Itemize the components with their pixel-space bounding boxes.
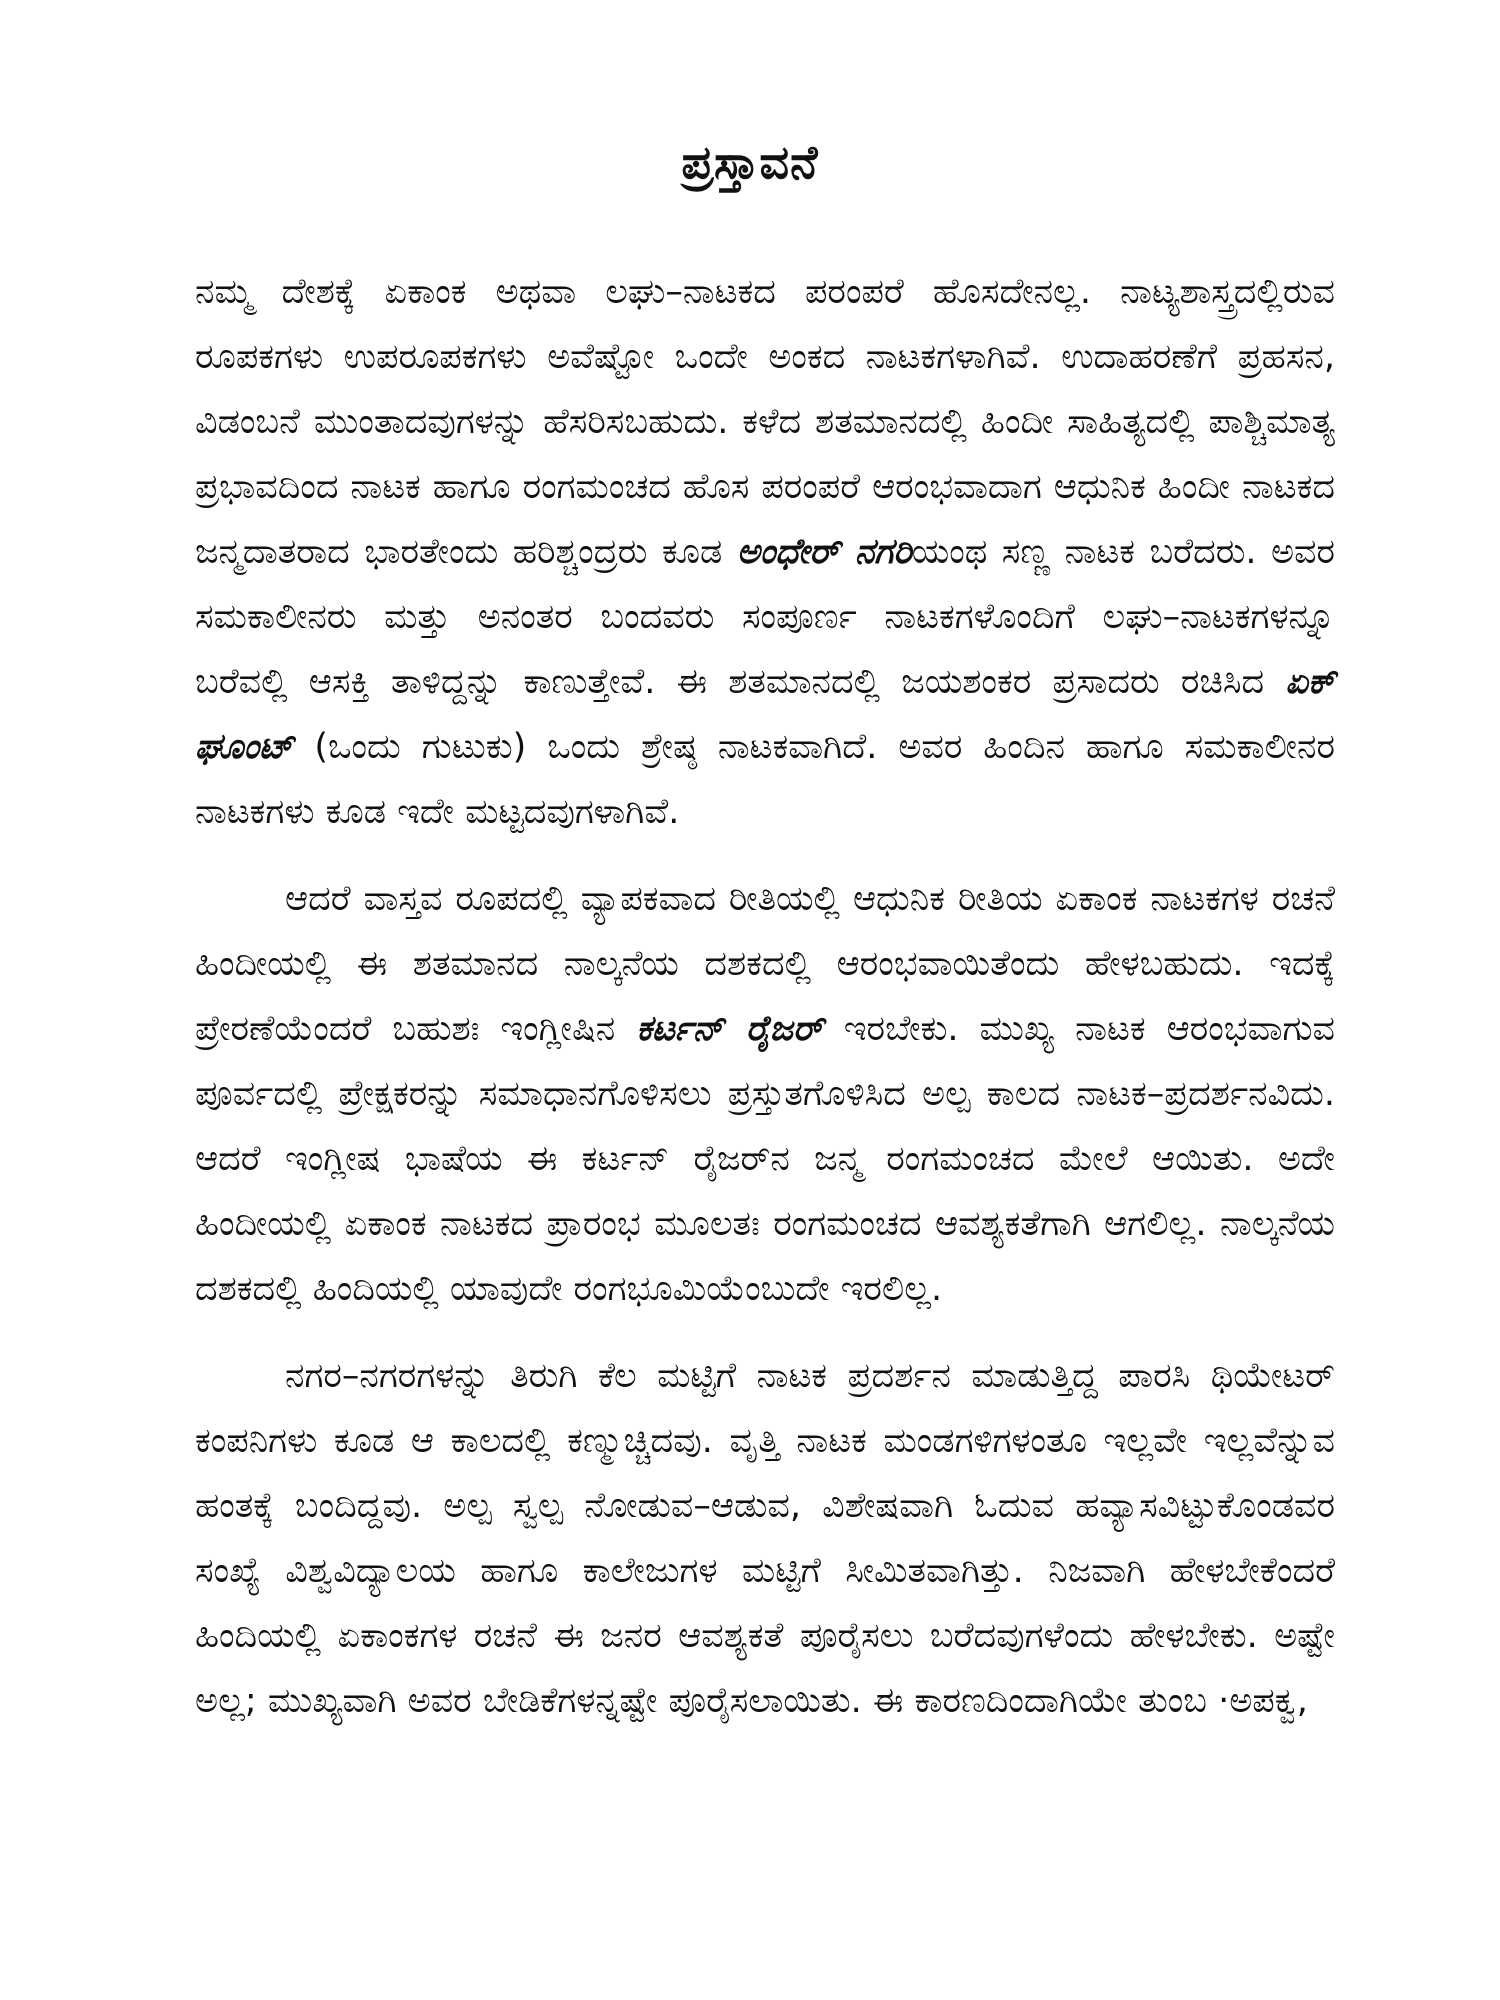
paragraph-2	[195, 867, 1335, 1322]
paragraph-1	[195, 260, 1335, 845]
paragraph-1-text-b: ಯಂಥ ಸಣ್ಣ ನಾಟಕ ಬರೆದರು. ಅವರ ಸಮಕಾಲೀನರು ಮತ್ತು ಅನಂತರ ಬಂದವರು ಸಂಪೂರ್ಣ ನಾಟಕಗಳೊಂದಿಗೆ ಲಘು–ನಾಟಕಗಳನ್ನೂ ಬರೆವಲ್ಲಿ ಆಸಕ್ತಿ ತಾಳಿದ್ದನ್ನು ಕಾಣುತ್ತೇವೆ. ಈ ಶತಮಾನದಲ್ಲಿ ಜಯಶಂಕರ ಪ್ರಸಾದರು ರಚಿಸಿದ	[195, 532, 1336, 702]
paragraph-1-text-c: (ಒಂದು ಗುಟುಕು) ಒಂದು ಶ್ರೇಷ್ಠ ನಾಟಕವಾಗಿದೆ. ಅವರ ಹಿಂದಿನ ಹಾಗೂ ಸಮಕಾಲೀನರ ನಾಟಕಗಳು ಕೂಡ ಇದೇ ಮಟ್ಟದವುಗಳಾಗಿವೆ.	[195, 727, 1335, 832]
paragraph-1-text-a: ನಮ್ಮ ದೇಶಕ್ಕೆ ಏಕಾಂಕ ಅಥವಾ ಲಘು–ನಾಟಕದ ಪರಂಪರೆ ಹೊಸದೇನಲ್ಲ. ನಾಟ್ಯಶಾಸ್ತ್ರದಲ್ಲಿರುವ ರೂಪಕಗಳು ಉಪರೂಪಕಗಳು ಅವೆಷ್ಟೋ ಒಂದೇ ಅಂಕದ ನಾಟಕಗಳಾಗಿವೆ. ಉದಾಹರಣೆಗೆ ಪ್ರಹಸನ, ವಿಡಂಬನೆ ಮುಂತಾದವುಗಳನ್ನು ಹೆಸರಿಸಬಹುದು. ಕಳೆದ ಶತಮಾನದಲ್ಲಿ ಹಿಂದೀ ಸಾಹಿತ್ಯದಲ್ಲಿ ಪಾಶ್ಚಿಮಾತ್ಯ ಪ್ರಭಾವದಿಂದ ನಾಟಕ ಹಾಗೂ ರಂಗಮಂಚದ ಹೊಸ ಪರಂಪರೆ ಆರಂಭವಾದಾಗ ಆಧುನಿಕ ಹಿಂದೀ ನಾಟಕದ ಜನ್ಮದಾತರಾದ ಭಾರತೇಂದು ಹರಿಶ್ಚಂದ್ರರು ಕೂಡ	[195, 272, 1335, 572]
page-title: ಪ್ರಸ್ತಾವನೆ	[681, 135, 819, 189]
play-title-ek-ghoont: ಏಕ್ ಘೂಂಟ್	[195, 662, 1335, 767]
paragraph-2-text-b: ಇರಬೇಕು. ಮುಖ್ಯ ನಾಟಕ ಆರಂಭವಾಗುವ ಪೂರ್ವದಲ್ಲಿ ಪ್ರೇಕ್ಷಕರನ್ನು ಸಮಾಧಾನಗೊಳಿಸಲು ಪ್ರಸ್ತುತಗೊಳಿಸಿದ ಅಲ್ಪ ಕಾಲದ ನಾಟಕ–ಪ್ರದರ್ಶನವಿದು. ಆದರೆ ಇಂಗ್ಲೀಷ ಭಾಷೆಯ ಈ ಕರ್ಟನ್ ರೈಜರ್‌ನ ಜನ್ಮ ರಂಗಮಂಚದ ಮೇಲೆ ಆಯಿತು. ಅದೇ ಹಿಂದೀಯಲ್ಲಿ ಏಕಾಂಕ ನಾಟಕದ ಪ್ರಾರಂಭ ಮೂಲತಃ ರಂಗಮಂಚದ ಆವಶ್ಯಕತೆಗಾಗಿ ಆಗಲಿಲ್ಲ. ನಾಲ್ಕನೆಯ ದಶಕದಲ್ಲಿ ಹಿಂದಿಯಲ್ಲಿ ಯಾವುದೇ ರಂಗಭೂಮಿಯೆಂಬುದೇ ಇರಲಿಲ್ಲ.	[195, 1009, 1335, 1309]
term-curtain-raiser: ಕರ್ಟನ್ ರೈಜರ್	[636, 1009, 823, 1049]
document-body	[195, 260, 1335, 1756]
play-title-andher-nagari: ಅಂಧೇರ್ ನಗರಿ	[736, 532, 912, 572]
paragraph-2-text-a: ಆದರೆ ವಾಸ್ತವ ರೂಪದಲ್ಲಿ ವ್ಯಾಪಕವಾದ ರೀತಿಯಲ್ಲಿ ಆಧುನಿಕ ರೀತಿಯ ಏಕಾಂಕ ನಾಟಕಗಳ ರಚನೆ ಹಿಂದೀಯಲ್ಲಿ ಈ ಶತಮಾನದ ನಾಲ್ಕನೆಯ ದಶಕದಲ್ಲಿ ಆರಂಭವಾಯಿತೆಂದು ಹೇಳಬಹುದು. ಇದಕ್ಕೆ ಪ್ರೇರಣೆಯೆಂದರೆ ಬಹುಶಃ ಇಂಗ್ಲೀಷಿನ	[195, 879, 1335, 1049]
paragraph-3-text-a: ನಗರ–ನಗರಗಳನ್ನು ತಿರುಗಿ ಕೆಲ ಮಟ್ಟಿಗೆ ನಾಟಕ ಪ್ರದರ್ಶನ ಮಾಡುತ್ತಿದ್ದ ಪಾರಸಿ ಥಿಯೇಟರ್ ಕಂಪನಿಗಳು ಕೂಡ ಆ ಕಾಲದಲ್ಲಿ ಕಣ್ಮುಚ್ಚಿದವು. ವೃತ್ತಿ ನಾಟಕ ಮಂಡಗಳಿಗಳಂತೂ ಇಲ್ಲವೇ ಇಲ್ಲವೆನ್ನುವ ಹಂತಕ್ಕೆ ಬಂದಿದ್ದವು. ಅಲ್ಪ ಸ್ವಲ್ಪ ನೋಡುವ–ಆಡುವ, ವಿಶೇಷವಾಗಿ ಓದುವ ಹವ್ಯಾಸವಿಟ್ಟುಕೊಂಡವರ ಸಂಖ್ಯೆ ವಿಶ್ವವಿದ್ಯಾಲಯ ಹಾಗೂ ಕಾಲೇಜುಗಳ ಮಟ್ಟಿಗೆ ಸೀಮಿತವಾಗಿತ್ತು. ನಿಜವಾಗಿ ಹೇಳಬೇಕೆಂದರೆ ಹಿಂದಿಯಲ್ಲಿ ಏಕಾಂಕಗಳ ರಚನೆ ಈ ಜನರ ಆವಶ್ಯಕತೆ ಪೂರೈಸಲು ಬರೆದವುಗಳೆಂದು ಹೇಳಬೇಕು. ಅಷ್ಟೇ ಅಲ್ಲ; ಮುಖ್ಯವಾಗಿ ಅವರ ಬೇಡಿಕೆಗಳನ್ನಷ್ಟೇ ಪೂರೈಸಲಾಯಿತು. ಈ ಕಾರಣದಿಂದಾಗಿಯೇ ತುಂಬ ·ಅಪಕ್ವ,	[195, 1356, 1335, 1721]
paragraph-3	[195, 1344, 1335, 1734]
